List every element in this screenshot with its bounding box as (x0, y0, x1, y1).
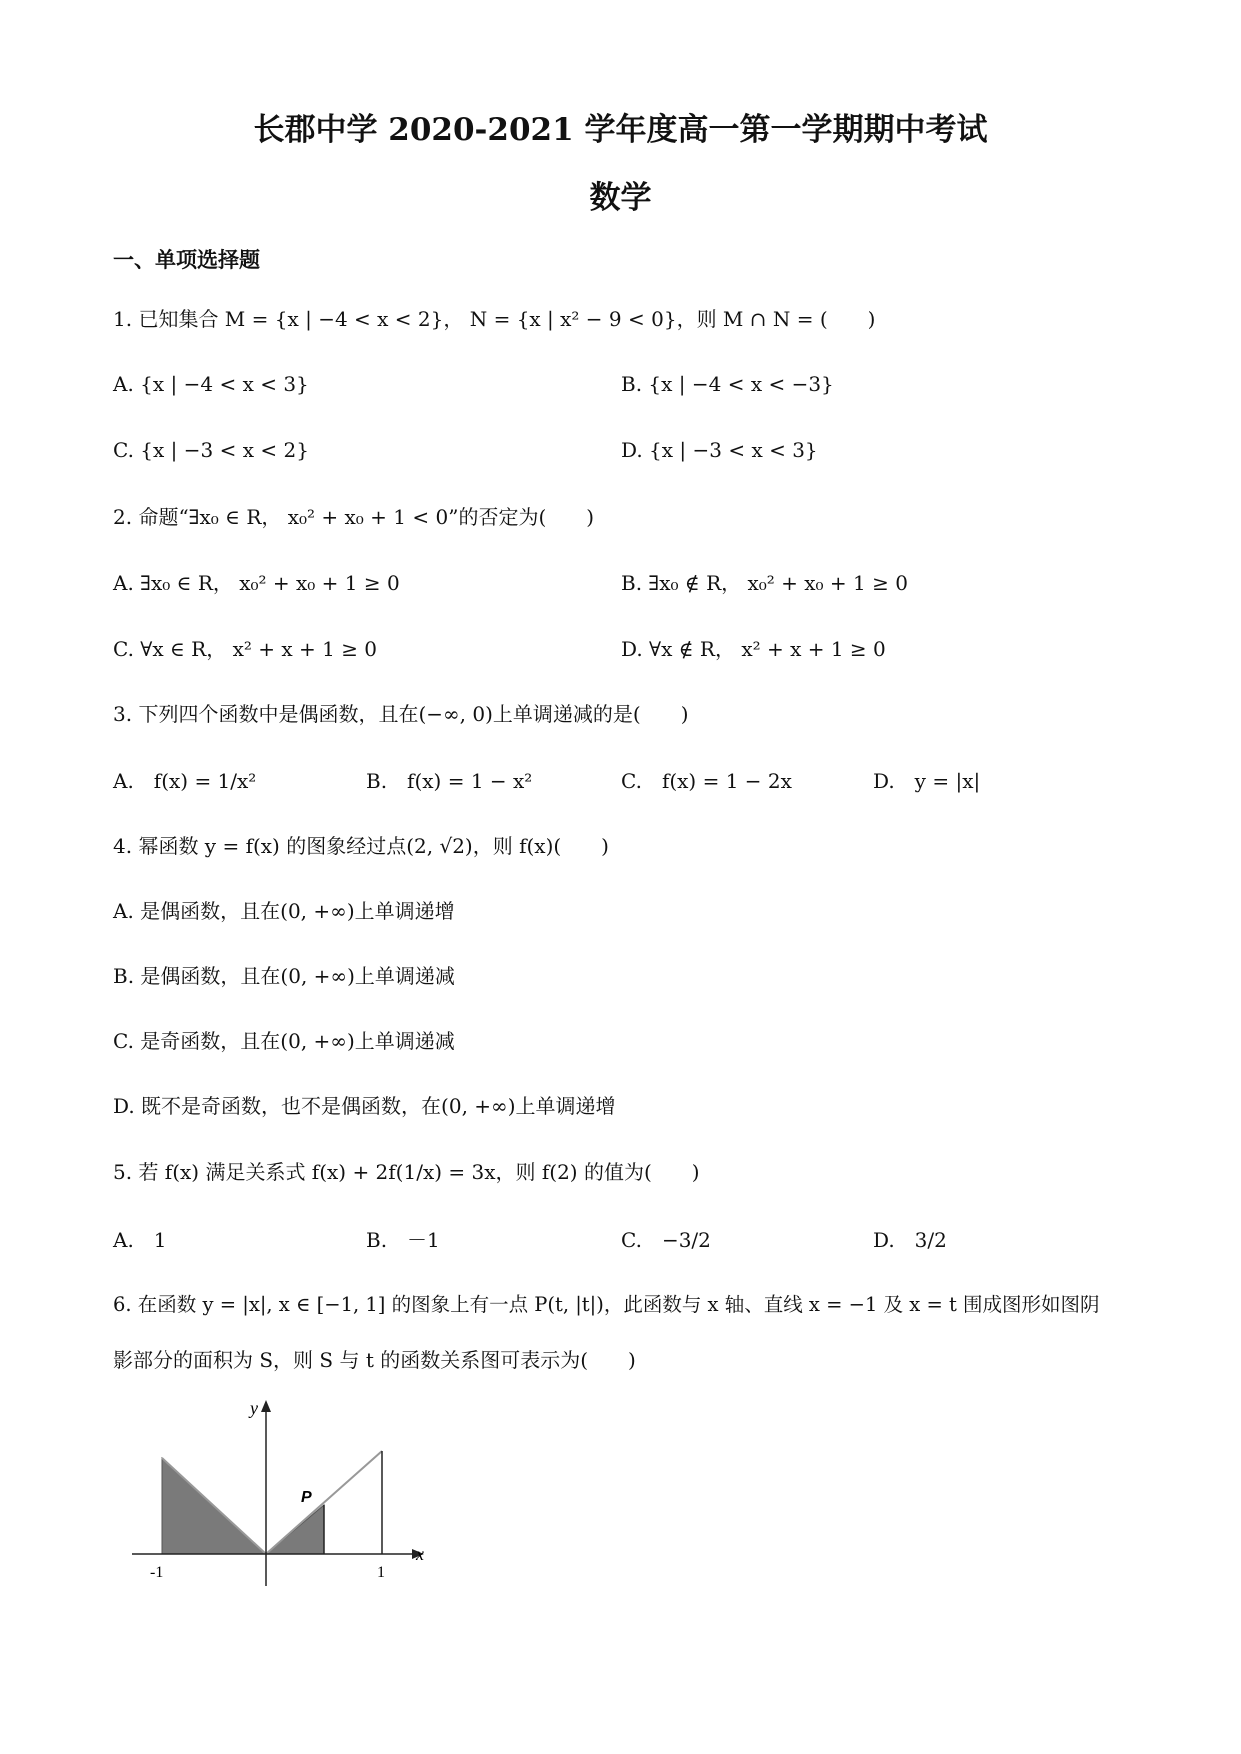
question-4-option-d: D. 既不是奇函数，也不是偶函数，在(0, +∞)上单调递增 (113, 1094, 616, 1118)
question-6-stem-line-1: 6. 在函数 y = |x|, x ∈ [−1, 1] 的图象上有一点 P(t, |t|)，此函数与 x 轴、直线 x = −1 及 x = t 围成图形如图阴 (113, 1293, 1100, 1316)
question-2-option-c: C. ∀x ∈ R， x² + x + 1 ≥ 0 (113, 637, 378, 661)
tick-label-right: 1 (377, 1564, 385, 1581)
page-title: 长郡中学 2020-2021 学年度高一第一学期期中考试 (253, 112, 988, 148)
section-heading: 一、单项选择题 (113, 247, 260, 272)
question-3-option-a: A. f(x) = 1/x² (113, 769, 257, 793)
question-3-stem: 3. 下列四个函数中是偶函数，且在(−∞, 0)上单调递减的是( ) (113, 702, 689, 726)
page-subtitle: 数学 (589, 180, 652, 216)
question-4-stem: 4. 幂函数 y = f(x) 的图象经过点(2, √2)，则 f(x)( ) (113, 834, 609, 858)
question-2-option-b: B. ∃x₀ ∉ R， x₀² + x₀ + 1 ≥ 0 (621, 571, 908, 595)
question-5-option-d: D. 3/2 (873, 1228, 947, 1252)
question-2-option-a: A. ∃x₀ ∈ R， x₀² + x₀ + 1 ≥ 0 (113, 571, 400, 595)
x-axis-label: x (416, 1544, 424, 1564)
question-5-option-a: A. 1 (113, 1228, 167, 1252)
question-2-stem: 2. 命题“∃x₀ ∈ R， x₀² + x₀ + 1 < 0”的否定为( ) (113, 505, 595, 529)
question-4-option-a: A. 是偶函数，且在(0, +∞)上单调递增 (113, 899, 455, 923)
question-1-option-c: C. {x | −3 < x < 2} (113, 438, 309, 462)
y-axis-arrow (261, 1400, 271, 1412)
question-3-option-c: C. f(x) = 1 − 2x (621, 769, 792, 793)
point-label: P (301, 1489, 312, 1506)
y-axis-label: y (250, 1398, 258, 1418)
tick-label-left: -1 (150, 1564, 164, 1581)
question-1-option-b: B. {x | −4 < x < −3} (621, 372, 834, 396)
question-6-stem-line-2: 影部分的面积为 S，则 S 与 t 的函数关系图可表示为( ) (113, 1348, 636, 1372)
area-figure (126, 1396, 446, 1586)
question-3-option-d: D. y = |x| (873, 769, 981, 793)
question-1-option-a: A. {x | −4 < x < 3} (113, 372, 309, 396)
question-5-option-b: B. －1 (366, 1228, 440, 1252)
question-1-stem: 1. 已知集合 M = {x | −4 < x < 2}， N = {x | x² − 9 < 0}，则 M ∩ N = ( ) (113, 307, 876, 331)
question-3-option-b: B. f(x) = 1 − x² (366, 769, 533, 793)
question-4-option-c: C. 是奇函数，且在(0, +∞)上单调递减 (113, 1029, 455, 1053)
question-4-option-b: B. 是偶函数，且在(0, +∞)上单调递减 (113, 964, 455, 988)
question-2-option-d: D. ∀x ∉ R， x² + x + 1 ≥ 0 (621, 637, 886, 661)
question-1-option-d: D. {x | −3 < x < 3} (621, 438, 818, 462)
question-5-option-c: C. −3/2 (621, 1228, 711, 1252)
question-5-stem: 5. 若 f(x) 满足关系式 f(x) + 2f(1/x) = 3x，则 f(2) 的值为( ) (113, 1160, 700, 1184)
